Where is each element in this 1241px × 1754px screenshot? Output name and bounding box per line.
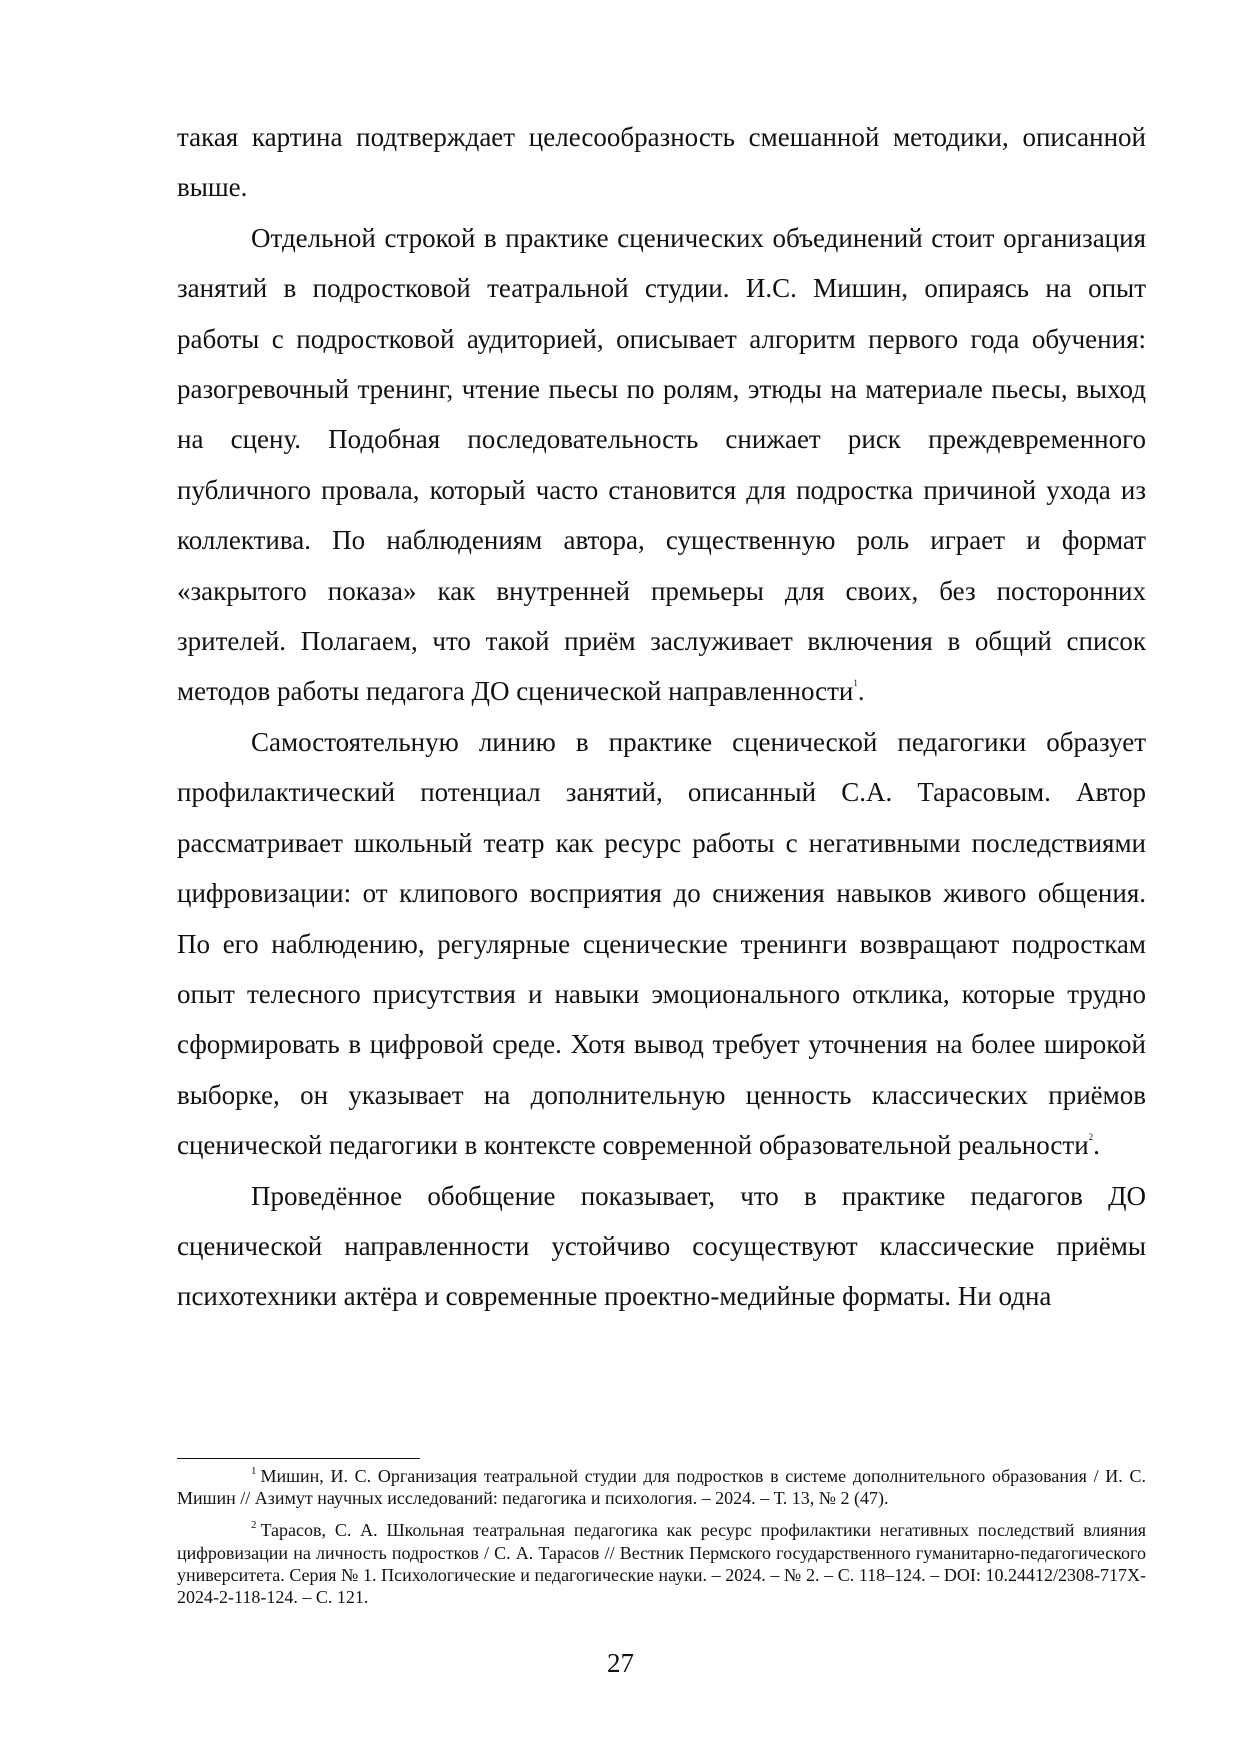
paragraph-summary	[177, 1171, 1146, 1322]
paragraph-tarasov	[177, 717, 1146, 1171]
footnote-reference[interactable]: 1	[853, 678, 858, 689]
paragraph-end-punct: .	[1093, 1130, 1100, 1161]
footnote-text: Мишин, И. С. Организация театральной студии для подростков в системе дополнительного образования / И. С. Мишин // Азимут научных исследований: педагогика и психология. – 2024. – Т. 13, № 2 (47).	[177, 1466, 1146, 1509]
page-number: 27	[607, 1648, 634, 1678]
paragraph-mishin	[177, 213, 1146, 717]
paragraph-text: Самостоятельную линию в практике сценической педагогики образует профилактический потенциал занятий, описанный С.А. Тарасовым. Автор рассматривает школьный театр как ресурс работы с негативными последствиями цифровизации: от клипового восприятия до снижения навыков живого общения. По его наблюдению, регулярные сценические тренинги возвращают подросткам опыт телесного присутствия и навыки эмоционального отклика, которые трудно сформировать в цифровой среде. Хотя вывод требует уточнения на более широкой выборке, он указывает на дополнительную ценность классических приёмов сценической педагогики в контексте современной образовательной реальности	[177, 726, 1146, 1161]
footnote-text: Тарасов, С. А. Школьная театральная педагогика как ресурс профилактики негативных последствий влияния цифровизации на личность подростков / С. А. Тарасов // Вестник Пермского государственного гуманитарно-педагогического университета. Серия № 1. Психологические и педагогические науки. – 2024. – № 2. – С. 118–124. – DOI: 10.24412/2308-717X-2024-2-118-124. – С. 121.	[177, 1520, 1146, 1608]
footnote-separator	[177, 1458, 420, 1459]
paragraph-text: Проведённое обобщение показывает, что в практике педагогов ДО сценической направленности устойчиво сосуществуют классические приёмы психотехники актёра и современные проектно-медийные форматы. Ни одна	[177, 1180, 1146, 1312]
footnote	[177, 1519, 1146, 1608]
footnote-number: 1	[251, 1465, 257, 1477]
paragraph-continuation	[177, 112, 1146, 213]
paragraph-text: такая картина подтверждает целесообразность смешанной методики, описанной выше.	[177, 122, 1146, 203]
footnote-number: 2	[251, 1519, 257, 1532]
footnote-reference[interactable]: 2	[1088, 1132, 1094, 1143]
document-body	[177, 112, 1146, 1322]
footnotes-section	[177, 1458, 1146, 1608]
footnote	[177, 1465, 1146, 1509]
paragraph-end-punct: .	[857, 676, 865, 707]
paragraph-text: Отдельной строкой в практике сценических объединений стоит организация занятий в подростковой театральной студии. И.С. Мишин, опираясь на опыт работы с подростковой аудиторией, описывает алгоритм первого года обучения: разогревочный тренинг, чтение пьесы по ролям, этюды на материале пьесы, выход на сцену. Подобная последовательность снижает риск преждевременного публичного провала, который часто становится для подростка причиной ухода из коллектива. По наблюдениям автора, существенную роль играет и формат «закрытого показа» как внутренней премьеры для своих, без посторонних зрителей. Полагаем, что такой приём заслуживает включения в общий список методов работы педагога ДО сценической направленности	[177, 222, 1146, 707]
